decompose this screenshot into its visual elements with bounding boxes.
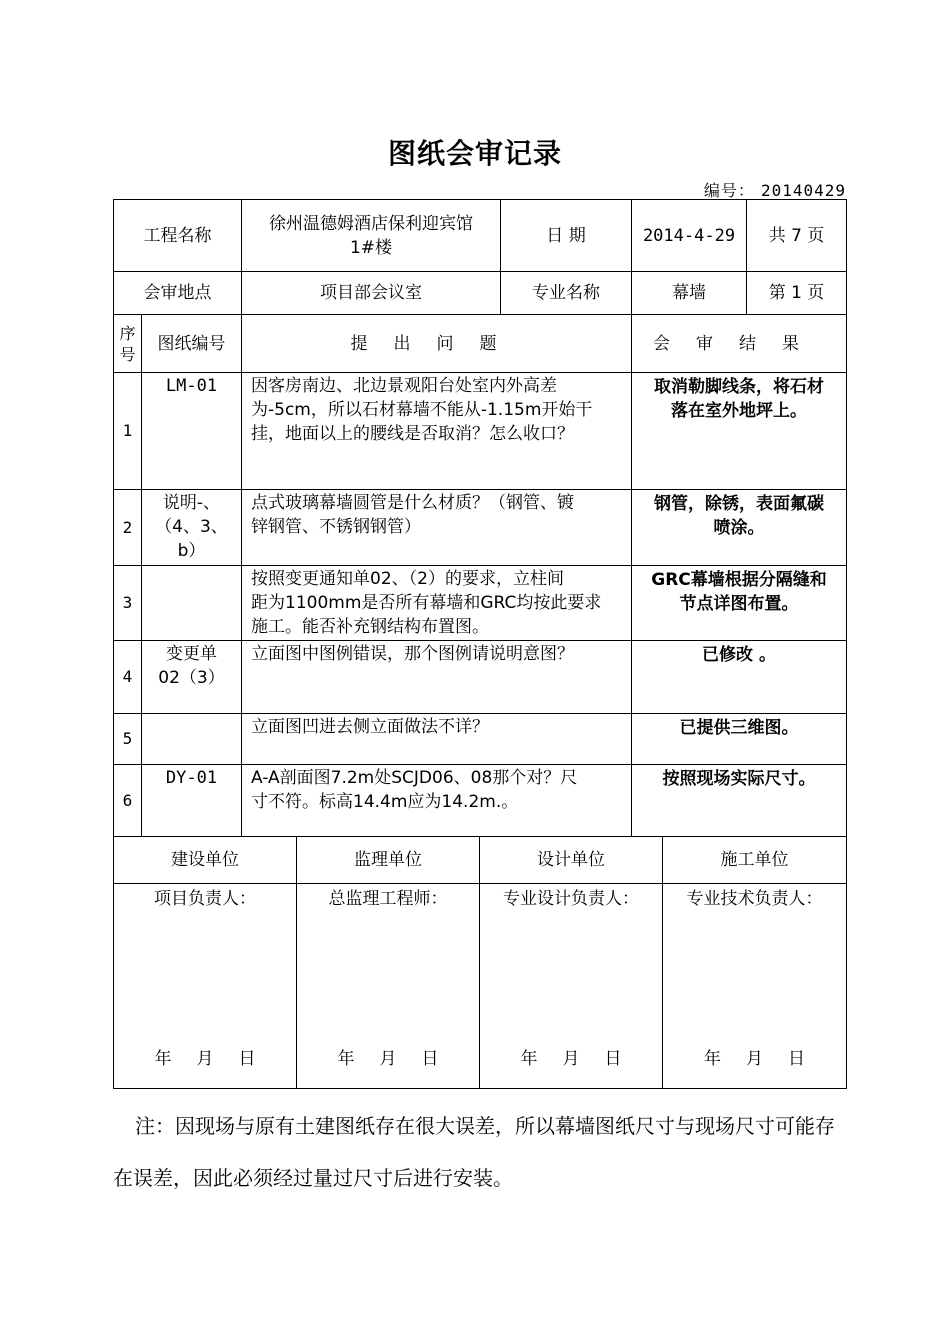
table-row	[114, 641, 847, 714]
date-value: 2014-4-29	[632, 200, 747, 272]
row-question: 按照变更通知单02、（2）的要求，立柱间 距为1100mm是否所有幕墙和GRC均按此要求 施工。能否补充钢结构布置图。	[242, 566, 632, 641]
signature-date	[663, 1047, 846, 1071]
document-number	[600, 178, 846, 201]
signature-date	[297, 1047, 479, 1071]
unit-construction: 建设单位	[114, 837, 297, 884]
row-seq: 3	[114, 566, 142, 641]
signature-units-row	[114, 837, 847, 884]
date-day: 日	[238, 1049, 256, 1069]
row-seq: 2	[114, 490, 142, 566]
row-question: A-A剖面图7.2m处SCJD06、08那个对？尺 寸不符。标高14.4m应为14.2m.。	[242, 765, 632, 837]
signer-role: 总监理工程师：	[328, 889, 448, 909]
col-seq-header: 序 号	[114, 315, 142, 373]
unit-design: 设计单位	[480, 837, 663, 884]
header-row-project	[114, 200, 847, 272]
row-result: 按照现场实际尺寸。	[632, 765, 847, 837]
total-pages: 共 7 页	[747, 200, 847, 272]
signature-table	[113, 836, 847, 1089]
col-result-header	[632, 315, 847, 373]
document-number-label: 编号：	[703, 181, 755, 200]
date-year: 年	[520, 1049, 538, 1069]
row-question: 立面图凹进去侧立面做法不详？	[242, 714, 632, 765]
signature-cell	[297, 884, 480, 1089]
issue-header-text: 提出问题	[350, 333, 523, 354]
date-day: 日	[604, 1049, 622, 1069]
date-year: 年	[154, 1049, 172, 1069]
date-day: 日	[788, 1049, 805, 1069]
row-result: 钢管，除锈，表面氟碳 喷涂。	[632, 490, 847, 566]
row-seq: 6	[114, 765, 142, 837]
signature-cell	[480, 884, 663, 1089]
table-row	[114, 765, 847, 837]
document-title: 图纸会审记录	[387, 137, 562, 170]
review-table	[113, 199, 847, 837]
row-result: 已提供三维图。	[632, 714, 847, 765]
row-seq: 1	[114, 373, 142, 490]
col-issue-header	[242, 315, 632, 373]
project-name-value: 徐州温德姆酒店保利迎宾馆 1#楼	[242, 200, 501, 272]
footnote: 注：因现场与原有土建图纸存在很大误差，所以幕墙图纸尺寸与现场尺寸可能存在误差，因此必须经过量过尺寸后进行安装。	[113, 1114, 835, 1190]
date-label: 日 期	[501, 200, 632, 272]
row-result: GRC幕墙根据分隔缝和 节点详图布置。	[632, 566, 847, 641]
table-row	[114, 566, 847, 641]
date-month: 月	[746, 1049, 763, 1069]
row-result: 取消勒脚线条，将石材 落在室外地坪上。	[632, 373, 847, 490]
date-month: 月	[196, 1049, 214, 1069]
row-drawing-no: DY-01	[142, 765, 242, 837]
project-name-label: 工程名称	[114, 200, 242, 272]
document-number-value: 20140429	[760, 181, 846, 200]
specialty-value: 幕墙	[632, 272, 747, 315]
row-drawing-no	[142, 714, 242, 765]
header-row-location	[114, 272, 847, 315]
signature-date	[480, 1047, 662, 1071]
location-label: 会审地点	[114, 272, 242, 315]
date-year: 年	[337, 1049, 355, 1069]
location-value: 项目部会议室	[242, 272, 501, 315]
result-header-text: 会审结果	[653, 333, 825, 354]
col-drawing-no-header: 图纸编号	[142, 315, 242, 373]
row-question: 因客房南边、北边景观阳台处室内外高差 为-5cm，所以石材幕墙不能从-1.15m开始干 挂，地面以上的腰线是否取消？怎么收口？	[242, 373, 632, 490]
signature-cell	[663, 884, 847, 1089]
row-drawing-no: 说明-、 （4、3、 b）	[142, 490, 242, 566]
row-question: 点式玻璃幕墙圆管是什么材质？（钢管、镀 锌钢管、不锈钢钢管）	[242, 490, 632, 566]
row-seq: 5	[114, 714, 142, 765]
date-year: 年	[704, 1049, 721, 1069]
date-day: 日	[421, 1049, 439, 1069]
signer-role: 专业技术负责人：	[686, 889, 823, 909]
page-number: 第 1 页	[747, 272, 847, 315]
signature-fields-row	[114, 884, 847, 1089]
date-month: 月	[562, 1049, 580, 1069]
unit-supervision: 监理单位	[297, 837, 480, 884]
row-seq: 4	[114, 641, 142, 714]
signer-role: 专业设计负责人：	[503, 889, 639, 909]
row-question: 立面图中图例错误，那个图例请说明意图？	[242, 641, 632, 714]
row-drawing-no: LM-01	[142, 373, 242, 490]
date-month: 月	[379, 1049, 397, 1069]
table-row	[114, 373, 847, 490]
row-result: 已修改 。	[632, 641, 847, 714]
row-drawing-no	[142, 566, 242, 641]
row-drawing-no: 变更单 02（3）	[142, 641, 242, 714]
table-row	[114, 714, 847, 765]
signer-role: 项目负责人：	[154, 889, 256, 909]
specialty-label: 专业名称	[501, 272, 632, 315]
signature-date	[114, 1047, 296, 1071]
signature-cell	[114, 884, 297, 1089]
table-row	[114, 490, 847, 566]
unit-contractor: 施工单位	[663, 837, 847, 884]
column-header-row	[114, 315, 847, 373]
